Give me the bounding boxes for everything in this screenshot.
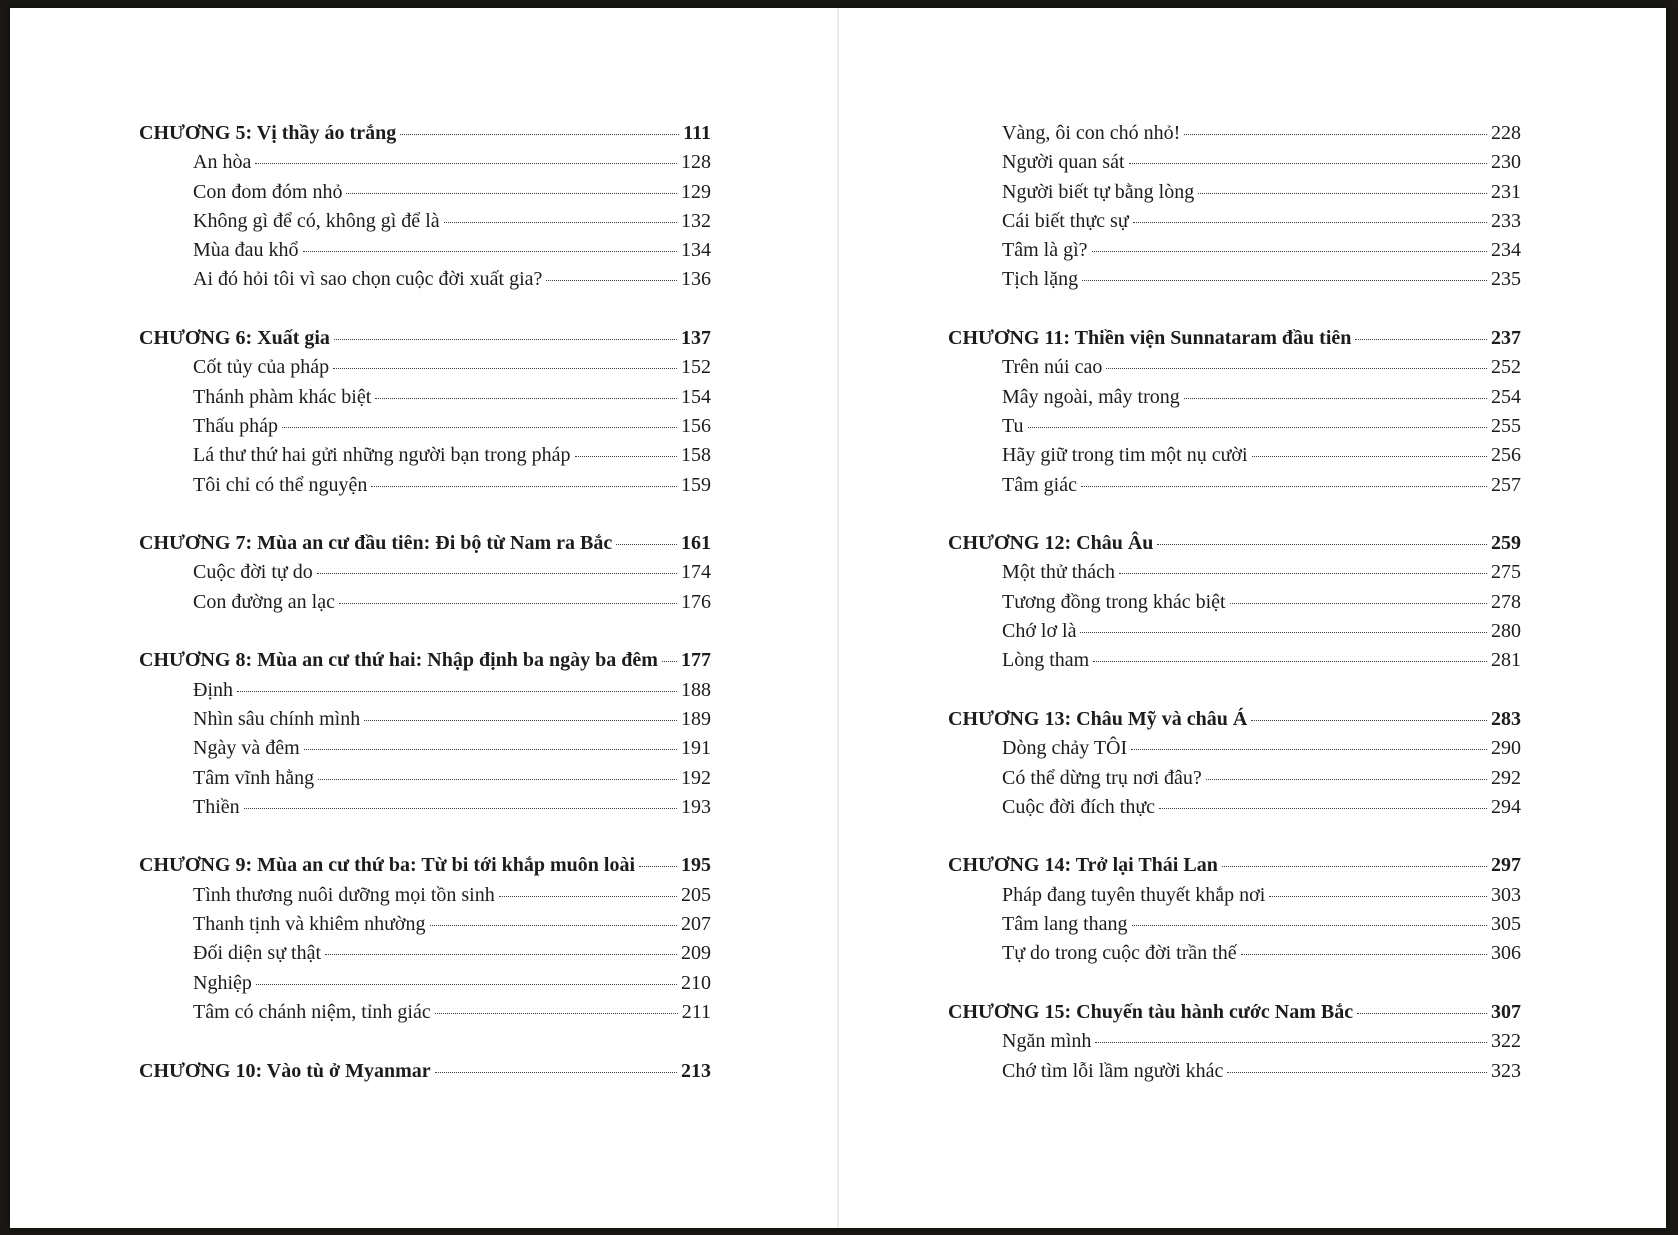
page-number: 188 [681, 678, 711, 701]
dot-leader [1184, 134, 1487, 135]
page-number: 307 [1491, 1000, 1521, 1023]
page-number: 254 [1491, 385, 1521, 408]
dot-leader [1133, 222, 1487, 223]
entry-title: Thanh tịnh và khiêm nhường [193, 913, 426, 936]
dot-leader [339, 603, 677, 604]
dot-leader [304, 749, 677, 750]
dot-leader [499, 896, 677, 897]
page-number: 305 [1491, 913, 1521, 936]
toc-entry [948, 617, 1521, 646]
page-number: 280 [1491, 620, 1521, 643]
page-number: 237 [1491, 327, 1521, 350]
entry-title: Tương đồng trong khác biệt [1002, 590, 1226, 613]
page-number: 154 [681, 385, 711, 408]
page-number: 306 [1491, 942, 1521, 965]
page-number: 195 [681, 854, 711, 877]
page-number: 234 [1491, 239, 1521, 262]
toc-entry [139, 764, 711, 793]
toc-entry [139, 178, 711, 207]
page-number: 192 [681, 766, 711, 789]
page-number: 211 [681, 1000, 711, 1023]
dot-leader [364, 720, 677, 721]
dot-leader [1206, 779, 1487, 780]
page-number: 207 [681, 913, 711, 936]
toc-chapter-block [139, 1057, 711, 1086]
entry-title: Thấu pháp [193, 414, 278, 437]
entry-title: Cốt tủy của pháp [193, 356, 330, 379]
toc-entry [948, 265, 1521, 294]
toc-left-page [139, 119, 711, 1115]
dot-leader [1241, 954, 1487, 955]
toc-chapter-heading [139, 529, 711, 558]
dot-leader [639, 866, 677, 867]
toc-entry [139, 998, 711, 1027]
entry-title: Mùa đau khổ [193, 239, 299, 262]
toc-chapter-block [948, 998, 1521, 1086]
dot-leader [435, 1013, 678, 1014]
chapter-title: CHƯƠNG 9: Mùa an cư thứ ba: Từ bi tới khắp muôn loài [139, 854, 636, 877]
entry-title: Có thể dừng trụ nơi đâu? [1002, 766, 1202, 789]
toc-entry [139, 793, 711, 822]
page-number: 152 [681, 356, 711, 379]
page-number: 283 [1491, 707, 1521, 730]
chapter-title: CHƯƠNG 7: Mùa an cư đầu tiên: Đi bộ từ Nam ra Bắc [139, 532, 613, 555]
toc-entry [139, 471, 711, 500]
chapter-title: CHƯƠNG 10: Vào tù ở Myanmar [139, 1059, 431, 1082]
page-number: 231 [1491, 180, 1521, 203]
toc-chapter-heading [139, 324, 711, 353]
chapter-title: CHƯƠNG 12: Châu Âu [948, 532, 1154, 555]
toc-chapter-heading [139, 646, 711, 675]
entry-title: Đối diện sự thật [193, 942, 322, 965]
entry-title: Người quan sát [1002, 151, 1125, 174]
chapter-title: CHƯƠNG 11: Thiền viện Sunnataram đầu tiên [948, 327, 1352, 350]
toc-chapter-block [139, 324, 711, 500]
entry-title: Cuộc đời tự do [193, 561, 313, 584]
entry-title: Người biết tự bằng lòng [1002, 180, 1195, 203]
entry-title: Tôi chỉ có thể nguyện [193, 473, 368, 496]
page-number: 176 [681, 590, 711, 613]
toc-chapter-block [948, 851, 1521, 968]
dot-leader [237, 691, 677, 692]
toc-entry [139, 383, 711, 412]
entry-title: Tâm có chánh niệm, tỉnh giác [193, 1000, 431, 1023]
entry-title: Cái biết thực sự [1002, 209, 1129, 232]
dot-leader [1269, 896, 1487, 897]
page-number: 259 [1491, 532, 1521, 555]
chapter-title: CHƯƠNG 6: Xuất gia [139, 327, 330, 350]
toc-entry [948, 881, 1521, 910]
toc-entry [139, 441, 711, 470]
page-number: 205 [681, 883, 711, 906]
entry-title: Chớ lơ là [1002, 620, 1077, 643]
page-fold [837, 8, 839, 1228]
page-number: 161 [681, 532, 711, 555]
dot-leader [1132, 925, 1487, 926]
toc-entry [948, 910, 1521, 939]
page-number: 297 [1491, 854, 1521, 877]
dot-leader [575, 456, 678, 457]
page-number: 128 [681, 151, 711, 174]
entry-title: An hòa [193, 151, 252, 174]
toc-chapter-block [139, 851, 711, 1027]
page-number: 322 [1491, 1030, 1521, 1053]
dot-leader [1355, 339, 1487, 340]
toc-chapter-heading [948, 529, 1521, 558]
page-number: 230 [1491, 151, 1521, 174]
dot-leader [1081, 486, 1487, 487]
dot-leader [325, 954, 677, 955]
dot-leader [1227, 1072, 1487, 1073]
toc-entry [948, 764, 1521, 793]
dot-leader [1357, 1013, 1487, 1014]
page-number: 132 [681, 209, 711, 232]
toc-chapter-block [139, 646, 711, 822]
toc-chapter-block [948, 324, 1521, 500]
entry-title: Pháp đang tuyên thuyết khắp nơi [1002, 883, 1266, 906]
chapter-title: CHƯƠNG 8: Mùa an cư thứ hai: Nhập định ba ngày ba đêm [139, 649, 658, 672]
toc-entry [948, 793, 1521, 822]
page-number: 255 [1491, 414, 1521, 437]
entry-title: Tâm giác [1002, 473, 1077, 496]
toc-entry [948, 558, 1521, 587]
toc-entry [139, 676, 711, 705]
dot-leader [255, 163, 677, 164]
toc-chapter-block [948, 529, 1521, 675]
toc-entry [948, 412, 1521, 441]
entry-title: Tình thương nuôi dưỡng mọi tồn sinh [193, 883, 495, 906]
toc-entry [139, 265, 711, 294]
dot-leader [1184, 398, 1487, 399]
page-number: 174 [681, 561, 711, 584]
dot-leader [1119, 573, 1487, 574]
page-number: 156 [681, 414, 711, 437]
toc-entry [948, 646, 1521, 675]
entry-title: Nhìn sâu chính mình [193, 707, 361, 730]
chapter-title: CHƯƠNG 14: Trở lại Thái Lan [948, 854, 1218, 877]
page-number: 177 [681, 649, 711, 672]
dot-leader [1092, 251, 1487, 252]
toc-chapter-heading [948, 705, 1521, 734]
entry-title: Ai đó hỏi tôi vì sao chọn cuộc đời xuất gia? [193, 268, 543, 291]
toc-chapter-heading [948, 998, 1521, 1027]
page-number: 191 [681, 737, 711, 760]
toc-entry [948, 383, 1521, 412]
toc-chapter-block [948, 119, 1521, 295]
page-number: 129 [681, 180, 711, 203]
dot-leader [1080, 632, 1487, 633]
dot-leader [430, 925, 678, 926]
toc-entry [139, 705, 711, 734]
dot-leader [444, 222, 677, 223]
entry-title: Tâm vĩnh hằng [193, 766, 315, 789]
toc-entry [948, 734, 1521, 763]
book-spread [10, 8, 1666, 1228]
toc-chapter-heading [948, 324, 1521, 353]
dot-leader [333, 368, 677, 369]
entry-title: Ngày và đêm [193, 737, 300, 760]
entry-title: Định [193, 678, 233, 701]
entry-title: Con đom đóm nhỏ [193, 180, 343, 203]
dot-leader [662, 661, 677, 662]
dot-leader [1222, 866, 1487, 867]
entry-title: Thánh phàm khác biệt [193, 385, 372, 408]
dot-leader [1129, 163, 1487, 164]
dot-leader [1093, 661, 1487, 662]
dot-leader [256, 984, 677, 985]
dot-leader [1159, 808, 1487, 809]
page-number: 193 [681, 795, 711, 818]
page-number: 275 [1491, 561, 1521, 584]
dot-leader [244, 808, 677, 809]
toc-chapter-heading [139, 119, 711, 148]
page-number: 189 [681, 707, 711, 730]
dot-leader [346, 193, 677, 194]
dot-leader [1131, 749, 1487, 750]
dot-leader [616, 544, 677, 545]
entry-title: Thiền [193, 795, 240, 818]
dot-leader [318, 779, 677, 780]
dot-leader [334, 339, 677, 340]
entry-title: Mây ngoài, mây trong [1002, 385, 1180, 408]
page-number: 158 [681, 444, 711, 467]
dot-leader [1252, 456, 1487, 457]
entry-title: Nghiệp [193, 971, 252, 994]
toc-entry [948, 588, 1521, 617]
toc-entry [948, 119, 1521, 148]
toc-entry [948, 1027, 1521, 1056]
page-number: 210 [681, 971, 711, 994]
page-number: 323 [1491, 1059, 1521, 1082]
entry-title: Lòng tham [1002, 649, 1090, 672]
toc-entry [139, 148, 711, 177]
entry-title: Dòng chảy TÔI [1002, 737, 1128, 760]
toc-entry [948, 1057, 1521, 1086]
page-number: 111 [683, 122, 711, 144]
toc-entry [139, 734, 711, 763]
page-number: 290 [1491, 737, 1521, 760]
toc-entry [948, 471, 1521, 500]
toc-entry [139, 588, 711, 617]
dot-leader [1028, 427, 1487, 428]
toc-entry [948, 178, 1521, 207]
toc-entry [139, 412, 711, 441]
dot-leader [371, 486, 677, 487]
toc-chapter-block [139, 119, 711, 295]
page-number: 159 [681, 473, 711, 496]
toc-entry [139, 353, 711, 382]
entry-title: Tịch lặng [1002, 268, 1079, 291]
page-number: 252 [1491, 356, 1521, 379]
page-number: 209 [681, 942, 711, 965]
entry-title: Một thử thách [1002, 561, 1116, 584]
dot-leader [546, 280, 677, 281]
dot-leader [1106, 368, 1487, 369]
dot-leader [317, 573, 677, 574]
entry-title: Tự do trong cuộc đời trần thế [1002, 942, 1237, 965]
dot-leader [1230, 603, 1487, 604]
entry-title: Hãy giữ trong tim một nụ cười [1002, 444, 1248, 467]
entry-title: Lá thư thứ hai gửi những người bạn trong pháp [193, 444, 571, 467]
dot-leader [303, 251, 677, 252]
page-number: 292 [1491, 766, 1521, 789]
toc-entry [948, 236, 1521, 265]
chapter-title: CHƯƠNG 15: Chuyến tàu hành cước Nam Bắc [948, 1000, 1354, 1023]
toc-entry [139, 969, 711, 998]
toc-chapter-block [948, 705, 1521, 822]
toc-entry [139, 558, 711, 587]
page-number: 228 [1491, 122, 1521, 144]
dot-leader [375, 398, 677, 399]
page-number: 281 [1491, 649, 1521, 672]
dot-leader [435, 1072, 677, 1073]
entry-title: Ngăn mình [1002, 1030, 1092, 1053]
dot-leader [1082, 280, 1487, 281]
dot-leader [1157, 544, 1487, 545]
toc-entry [948, 148, 1521, 177]
toc-chapter-heading [948, 851, 1521, 880]
page-number: 294 [1491, 795, 1521, 818]
page-number: 303 [1491, 883, 1521, 906]
entry-title: Chớ tìm lỗi lầm người khác [1002, 1059, 1224, 1082]
entry-title: Tu [1002, 414, 1024, 437]
toc-chapter-heading [139, 851, 711, 880]
dot-leader [1095, 1042, 1487, 1043]
toc-entry [139, 881, 711, 910]
page-number: 233 [1491, 209, 1521, 232]
entry-title: Con đường an lạc [193, 590, 335, 613]
toc-chapter-block [139, 529, 711, 617]
toc-entry [139, 910, 711, 939]
chapter-title: CHƯƠNG 13: Châu Mỹ và châu Á [948, 707, 1248, 730]
toc-entry [948, 939, 1521, 968]
dot-leader [1251, 720, 1487, 721]
page-number: 257 [1491, 473, 1521, 496]
page-number: 213 [681, 1059, 711, 1082]
toc-entry [139, 236, 711, 265]
dot-leader [282, 427, 677, 428]
entry-title: Không gì để có, không gì để là [193, 209, 440, 232]
entry-title: Tâm là gì? [1002, 239, 1088, 262]
page-number: 256 [1491, 444, 1521, 467]
page-number: 134 [681, 239, 711, 262]
toc-right-page [948, 119, 1521, 1115]
toc-chapter-heading [139, 1057, 711, 1086]
chapter-title: CHƯƠNG 5: Vị thầy áo trắng [139, 122, 397, 144]
toc-entry [139, 939, 711, 968]
page-number: 136 [681, 268, 711, 291]
entry-title: Tâm lang thang [1002, 913, 1128, 936]
dot-leader [1198, 193, 1487, 194]
toc-entry [948, 441, 1521, 470]
dot-leader [400, 134, 679, 135]
entry-title: Vàng, ôi con chó nhỏ! [1002, 122, 1181, 144]
entry-title: Cuộc đời đích thực [1002, 795, 1156, 818]
toc-entry [139, 207, 711, 236]
page-number: 235 [1491, 268, 1521, 291]
page-number: 137 [681, 327, 711, 350]
toc-entry [948, 207, 1521, 236]
toc-entry [948, 353, 1521, 382]
page-number: 278 [1491, 590, 1521, 613]
entry-title: Trên núi cao [1002, 356, 1103, 379]
